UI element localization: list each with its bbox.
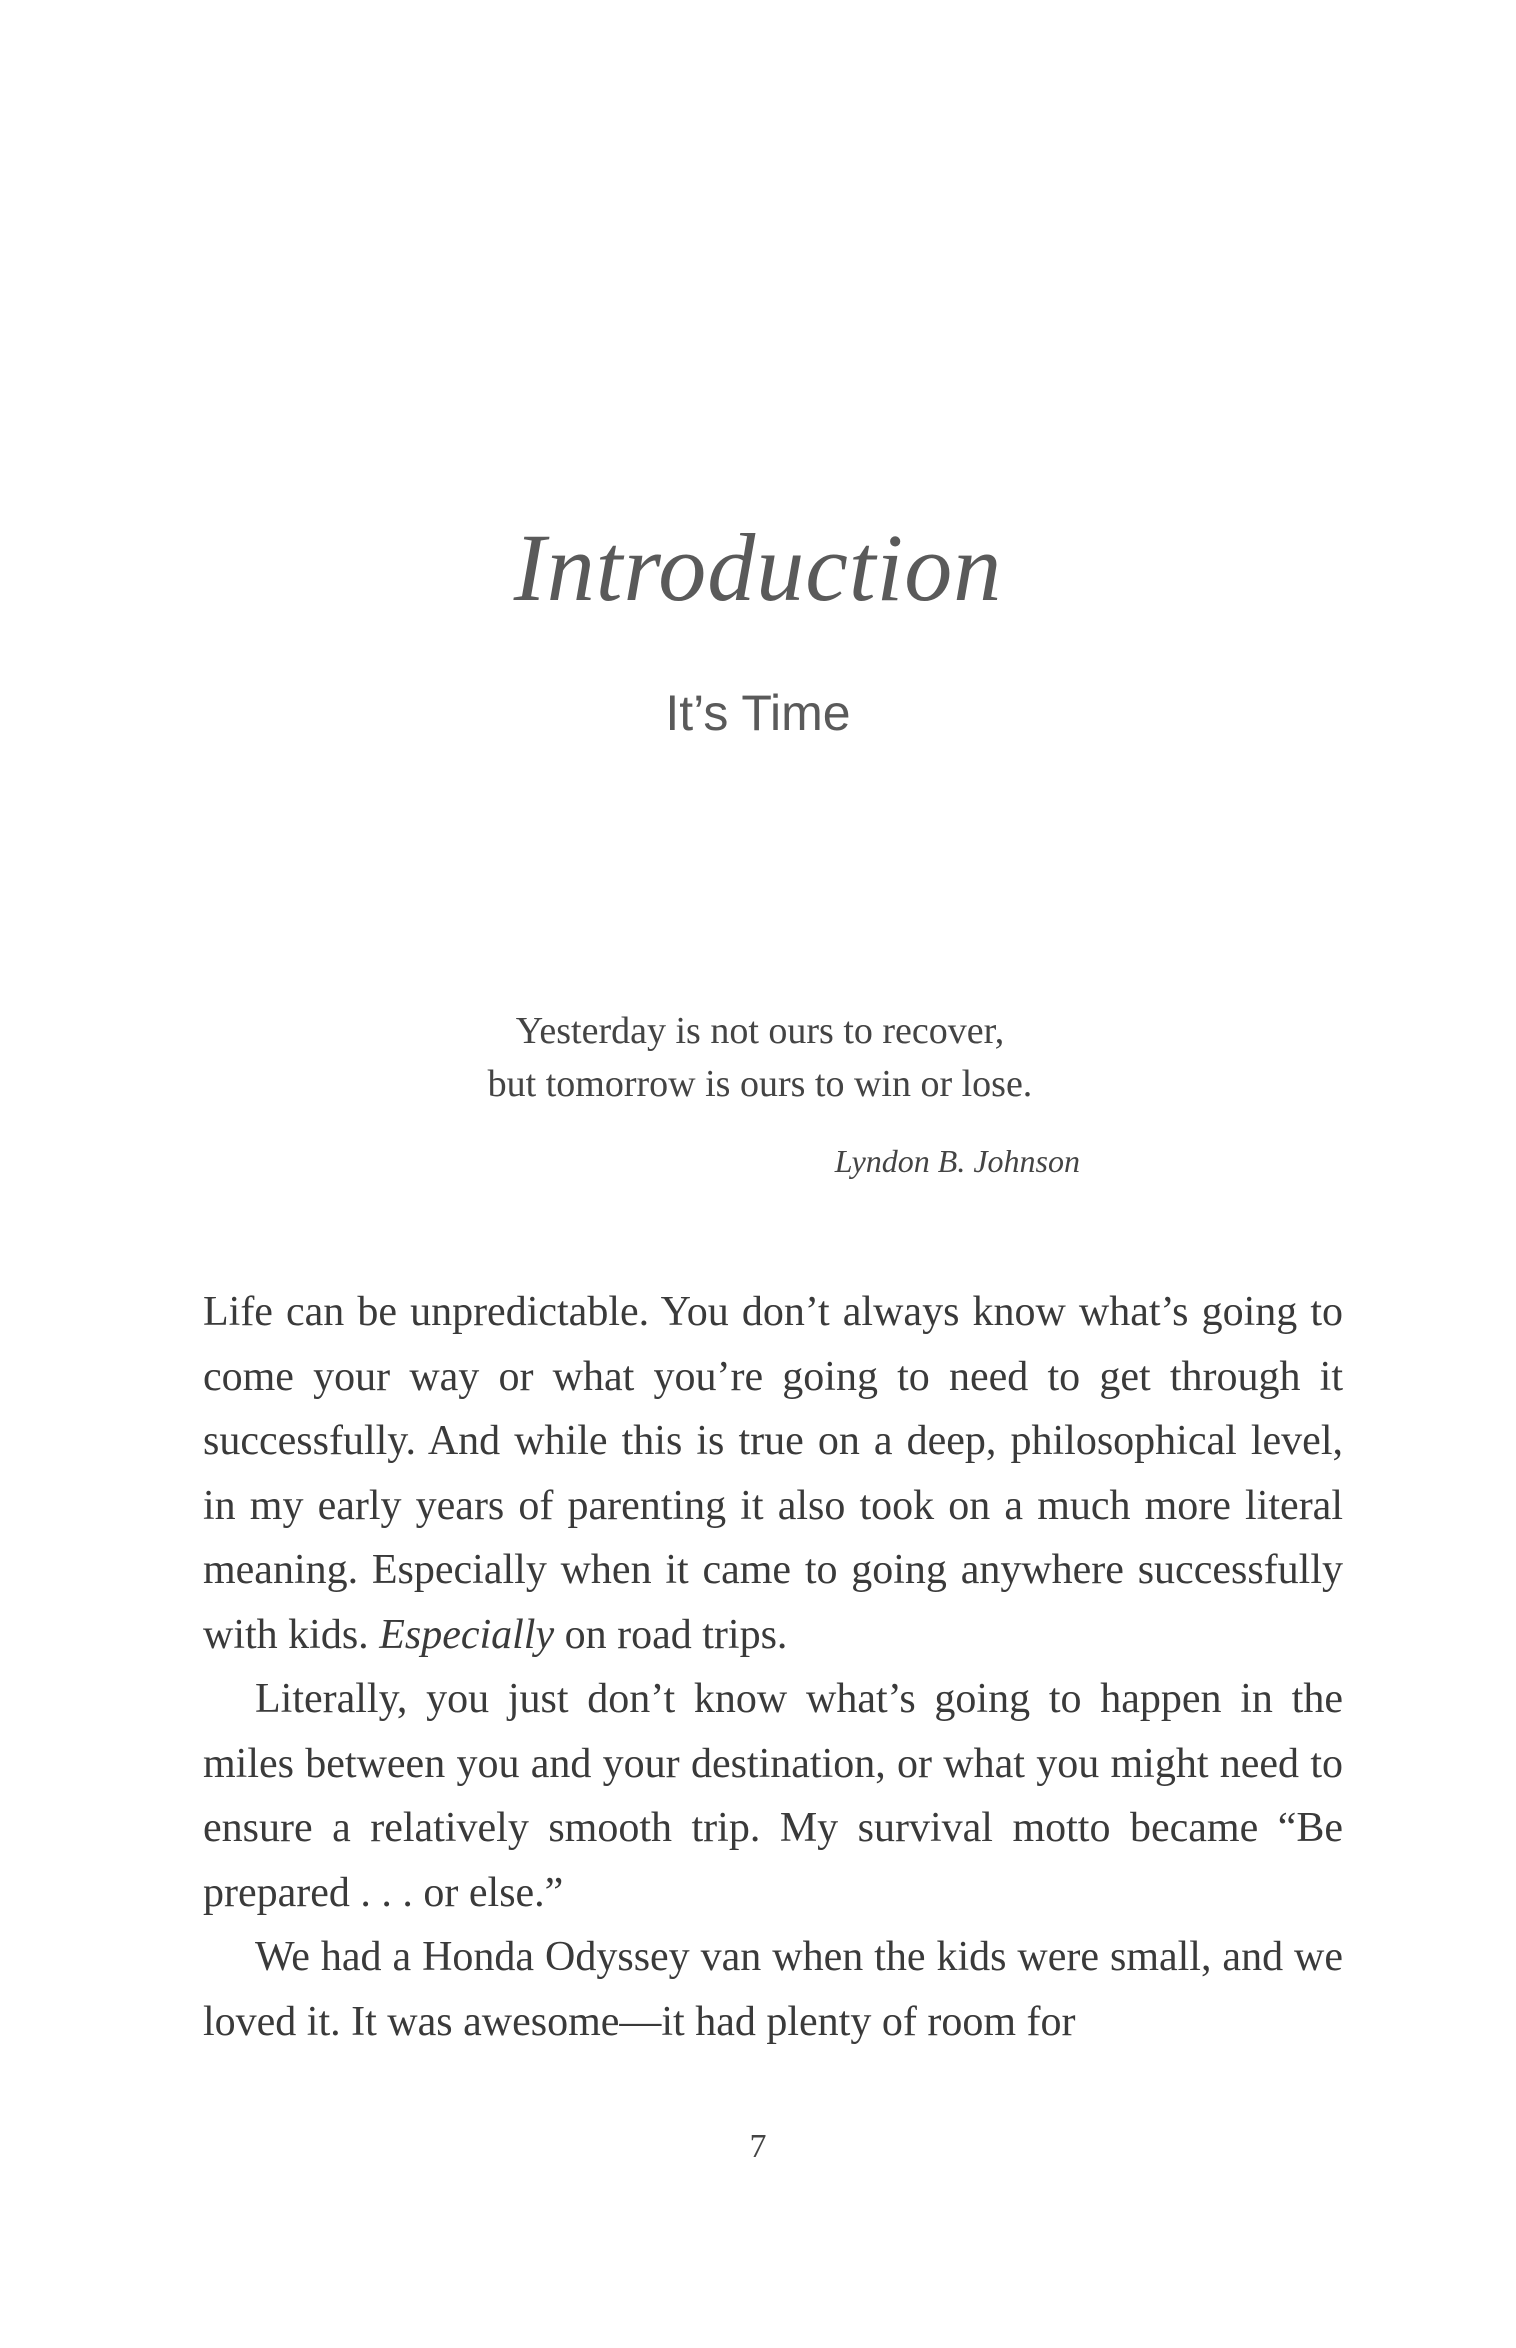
body-text xyxy=(203,1280,1343,2054)
paragraph-1-end: on road trips. xyxy=(554,1611,788,1658)
epigraph-line-2: but tomorrow is ours to win or lose. xyxy=(487,1063,1033,1105)
epigraph xyxy=(400,1005,1120,1111)
paragraph-1-text: Life can be unpredictable. You don’t always know what’s going to come your way or what you’re going to need to get through it successfully. And while this is true on a deep, philosophical level, in my early years of parenting it also took on a much more literal meaning. Especially when it came to going anywhere successfully with kids. xyxy=(203,1289,1343,1658)
paragraph-2: Literally, you just don’t know what’s going to happen in the miles between you and your destination, or what you might need to ensure a relatively smooth trip. My survival motto became “Be prepared . . . or else.” xyxy=(203,1676,1343,1916)
epigraph-attribution: Lyndon B. Johnson xyxy=(834,1143,1080,1179)
paragraph-1-emphasis: Especially xyxy=(379,1611,555,1658)
paragraph-3: We had a Honda Odyssey van when the kids were small, and we loved it. It was awesome—it had plenty of room for xyxy=(203,1934,1343,2045)
page-number: 7 xyxy=(749,2128,767,2165)
paragraph-1 xyxy=(203,1280,1343,1667)
chapter-subtitle: It’s Time xyxy=(665,685,851,741)
chapter-title: Introduction xyxy=(513,514,1003,621)
epigraph-line-1: Yesterday is not ours to recover, xyxy=(515,1010,1005,1052)
